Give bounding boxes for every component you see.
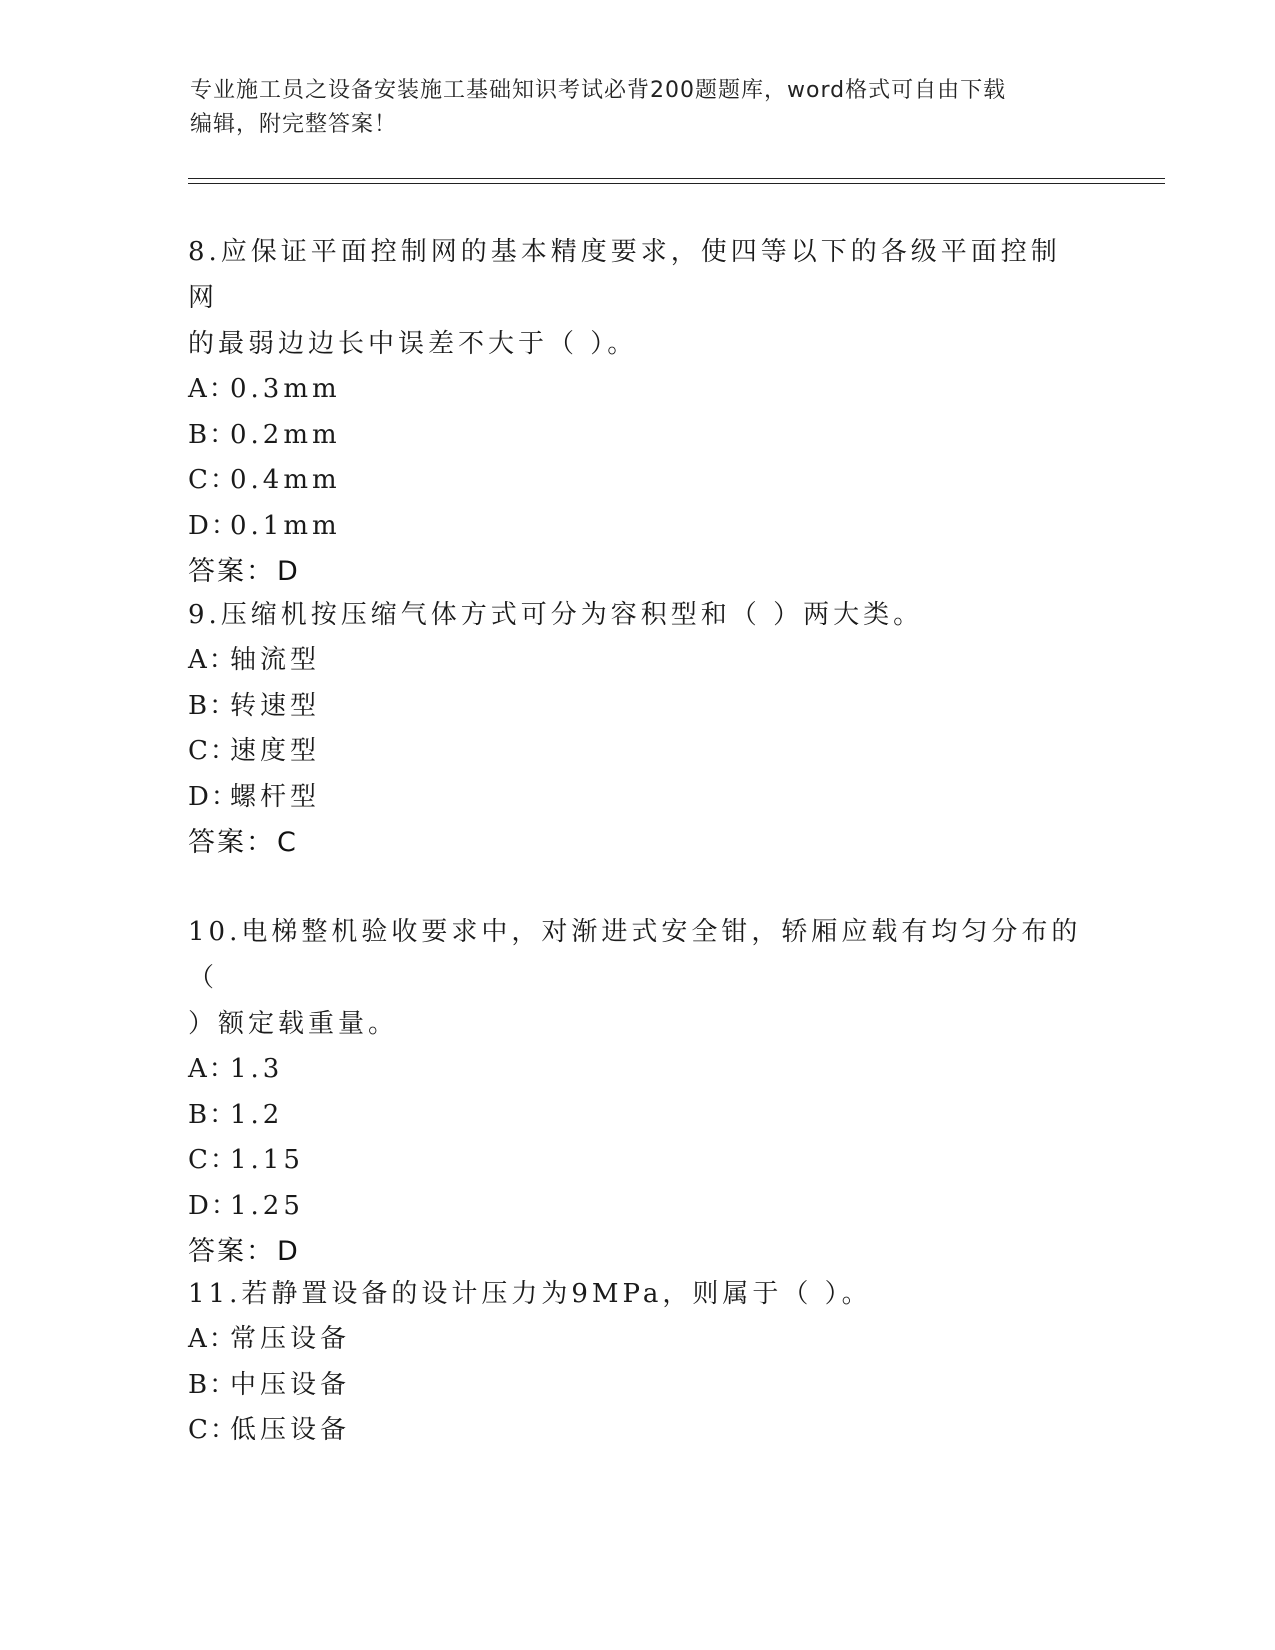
option-text: 1.15 bbox=[230, 1145, 304, 1175]
option-text: 中压设备 bbox=[230, 1369, 351, 1400]
option-key: B： bbox=[188, 1099, 238, 1130]
question-stem bbox=[188, 229, 1088, 367]
option-key: D： bbox=[188, 781, 239, 812]
option-text: 螺杆型 bbox=[230, 781, 321, 812]
option-c bbox=[188, 458, 1088, 504]
option-a bbox=[188, 1047, 1088, 1093]
option-c bbox=[188, 729, 1088, 775]
header-divider-top bbox=[188, 178, 1165, 179]
option-key: A： bbox=[188, 645, 237, 675]
option-b bbox=[188, 413, 1088, 459]
option-key: A： bbox=[188, 1324, 237, 1354]
option-text: 常压设备 bbox=[230, 1324, 351, 1354]
option-d bbox=[188, 504, 1088, 550]
header-line-1: 专业施工员之设备安装施工基础知识考试必背200题题库，word格式可自由下载 bbox=[190, 78, 1007, 103]
answer-value: D bbox=[277, 556, 300, 587]
option-key: A： bbox=[188, 1054, 237, 1084]
answer-line bbox=[188, 820, 1088, 866]
option-text: 速度型 bbox=[230, 736, 321, 766]
question-stem-line: 9.压缩机按压缩气体方式可分为容积型和（ ）两大类。 bbox=[188, 600, 924, 630]
option-text: 1.25 bbox=[230, 1190, 304, 1221]
option-key: D： bbox=[188, 1190, 239, 1221]
option-b bbox=[188, 1093, 1088, 1139]
option-text: 0.3mm bbox=[230, 374, 341, 404]
answer-label: 答案： bbox=[188, 556, 275, 587]
option-text: 1.2 bbox=[230, 1099, 284, 1130]
document-header bbox=[190, 74, 1090, 142]
option-key: C： bbox=[188, 1415, 238, 1445]
option-d bbox=[188, 1184, 1088, 1230]
option-key: C： bbox=[188, 1145, 238, 1175]
question-stem-line: 8.应保证平面控制网的基本精度要求，使四等以下的各级平面控制网 bbox=[188, 237, 1061, 313]
option-key: D： bbox=[188, 510, 239, 541]
answer-line bbox=[188, 549, 1088, 595]
question-block bbox=[188, 592, 1088, 866]
question-stem bbox=[188, 909, 1088, 1047]
option-text: 转速型 bbox=[230, 690, 321, 721]
option-text: 0.2mm bbox=[230, 419, 341, 450]
answer-line bbox=[188, 1229, 1088, 1275]
answer-value: D bbox=[277, 1236, 300, 1267]
option-text: 0.1mm bbox=[230, 510, 341, 541]
option-text: 轴流型 bbox=[230, 645, 321, 675]
option-a bbox=[188, 638, 1088, 684]
header-divider-bottom bbox=[188, 183, 1165, 184]
option-key: B： bbox=[188, 419, 238, 450]
option-b bbox=[188, 1363, 1088, 1409]
option-text: 1.3 bbox=[230, 1054, 284, 1084]
option-key: B： bbox=[188, 690, 238, 721]
option-b bbox=[188, 684, 1088, 730]
option-a bbox=[188, 367, 1088, 413]
question-stem-line: ）额定载重量。 bbox=[188, 1009, 399, 1039]
option-key: C： bbox=[188, 465, 238, 495]
question-block bbox=[188, 1271, 1088, 1454]
option-c bbox=[188, 1138, 1088, 1184]
question-stem-line: 的最弱边边长中误差不大于（ ）。 bbox=[188, 329, 638, 359]
question-stem-line: 11.若静置设备的设计压力为9MPa，则属于（ ）。 bbox=[188, 1279, 872, 1309]
option-d bbox=[188, 775, 1088, 821]
header-line-2: 编辑，附完整答案！ bbox=[190, 112, 398, 137]
option-a bbox=[188, 1317, 1088, 1363]
option-text: 低压设备 bbox=[230, 1415, 351, 1445]
question-block bbox=[188, 909, 1088, 1275]
option-key: B： bbox=[188, 1369, 238, 1400]
option-text: 0.4mm bbox=[230, 465, 341, 495]
question-block bbox=[188, 229, 1088, 595]
question-stem bbox=[188, 1271, 1088, 1317]
option-key: A： bbox=[188, 374, 237, 404]
option-key: C： bbox=[188, 736, 238, 766]
answer-label: 答案： bbox=[188, 827, 275, 858]
answer-value: C bbox=[277, 827, 298, 858]
answer-label: 答案： bbox=[188, 1236, 275, 1267]
option-c bbox=[188, 1408, 1088, 1454]
question-stem-line: 10.电梯整机验收要求中，对渐进式安全钳，轿厢应载有均匀分布的（ bbox=[188, 917, 1082, 993]
question-stem bbox=[188, 592, 1088, 638]
